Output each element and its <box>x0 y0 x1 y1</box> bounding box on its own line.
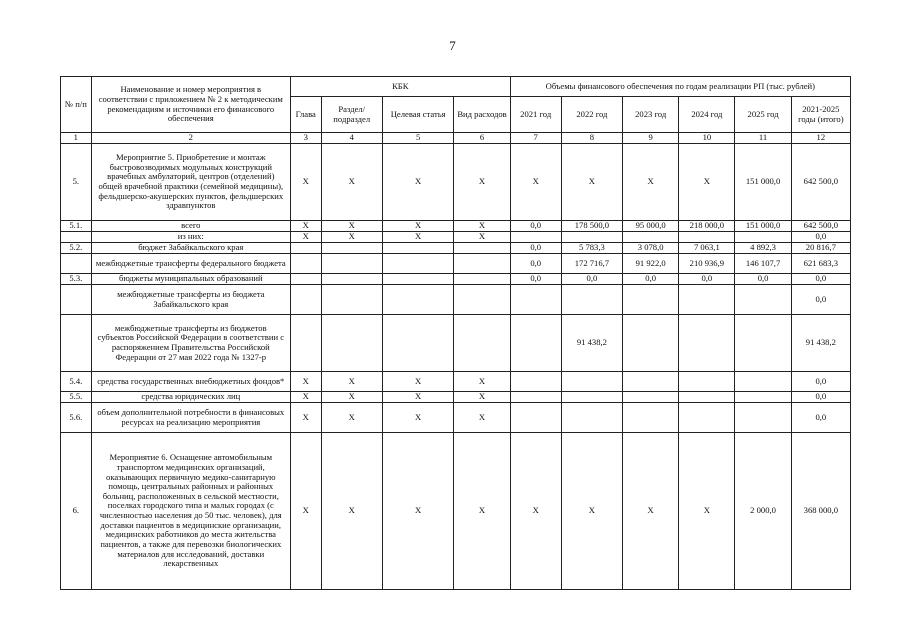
row-value-c11 <box>735 372 791 392</box>
row-value-c9 <box>623 315 679 372</box>
row-value-c5 <box>382 315 454 372</box>
row-value-c5: X <box>382 221 454 232</box>
row-value-c11: 146 107,7 <box>735 254 791 274</box>
row-name: объем дополнительной потребности в финансовых ресурсах на реализацию мероприятия <box>91 403 290 433</box>
row-value-c4: X <box>321 433 382 590</box>
row-value-c9 <box>623 403 679 433</box>
row-value-c6 <box>454 285 510 315</box>
row-value-c6: X <box>454 232 510 243</box>
header-kbk: КБК <box>290 77 510 97</box>
header-volumes: Объемы финансового обеспечения по годам реализации РП (тыс. рублей) <box>510 77 850 97</box>
row-value-c4 <box>321 274 382 285</box>
row-value-c4: X <box>321 372 382 392</box>
table-row <box>61 221 851 232</box>
row-name: бюджет Забайкальского края <box>91 243 290 254</box>
row-value-c10 <box>679 392 735 403</box>
row-value-c4: X <box>321 403 382 433</box>
row-value-c3: X <box>290 403 321 433</box>
financing-table <box>60 76 851 590</box>
row-value-c11: 4 892,3 <box>735 243 791 254</box>
row-value-c3 <box>290 285 321 315</box>
header-2022: 2022 год <box>561 97 622 133</box>
col-number: 10 <box>679 133 735 144</box>
row-value-c7 <box>510 232 561 243</box>
row-value-c5 <box>382 243 454 254</box>
table-row <box>61 144 851 221</box>
row-value-c12: 91 438,2 <box>791 315 850 372</box>
row-value-c3: X <box>290 392 321 403</box>
row-value-c11 <box>735 232 791 243</box>
col-number: 3 <box>290 133 321 144</box>
row-value-c12: 621 683,3 <box>791 254 850 274</box>
row-number: 5. <box>61 144 92 221</box>
table-row <box>61 392 851 403</box>
row-value-c8 <box>561 232 622 243</box>
table-row <box>61 232 851 243</box>
row-name: Мероприятие 5. Приобретение и монтаж быстровозводимых модульных конструкций врачебных амбулаторий, центров (отделений) общей врачебной практики (семейной медицины), фельдшерско-акушерских пунктов, фельдшерских здравпунктов <box>91 144 290 221</box>
row-number: 6. <box>61 433 92 590</box>
header-razdel: Раздел/подраздел <box>321 97 382 133</box>
row-value-c3: X <box>290 232 321 243</box>
row-value-c9: 0,0 <box>623 274 679 285</box>
row-value-c6: X <box>454 403 510 433</box>
row-number <box>61 232 92 243</box>
row-value-c3 <box>290 243 321 254</box>
row-value-c3: X <box>290 144 321 221</box>
row-number: 5.4. <box>61 372 92 392</box>
row-value-c3 <box>290 274 321 285</box>
row-value-c5 <box>382 285 454 315</box>
row-value-c12: 642 500,0 <box>791 221 850 232</box>
row-value-c4 <box>321 243 382 254</box>
row-value-c4: X <box>321 144 382 221</box>
table-row <box>61 254 851 274</box>
row-value-c11: 151 000,0 <box>735 144 791 221</box>
header-num: № п/п <box>61 77 92 133</box>
col-number: 12 <box>791 133 850 144</box>
header-2025: 2025 год <box>735 97 791 133</box>
row-value-c10: 0,0 <box>679 274 735 285</box>
header-row-1 <box>61 77 851 97</box>
row-value-c10 <box>679 285 735 315</box>
row-value-c6: X <box>454 392 510 403</box>
row-number: 5.5. <box>61 392 92 403</box>
row-value-c6: X <box>454 221 510 232</box>
row-value-c10 <box>679 372 735 392</box>
row-value-c10 <box>679 315 735 372</box>
row-value-c6: X <box>454 144 510 221</box>
row-value-c9: X <box>623 144 679 221</box>
row-value-c12: 0,0 <box>791 285 850 315</box>
row-value-c5: X <box>382 232 454 243</box>
table-row <box>61 372 851 392</box>
row-value-c9 <box>623 392 679 403</box>
col-number: 4 <box>321 133 382 144</box>
row-value-c3 <box>290 254 321 274</box>
row-number: 5.6. <box>61 403 92 433</box>
row-number: 5.3. <box>61 274 92 285</box>
row-name: всего <box>91 221 290 232</box>
row-value-c9: 95 000,0 <box>623 221 679 232</box>
row-value-c4: X <box>321 221 382 232</box>
row-value-c8 <box>561 285 622 315</box>
row-value-c4 <box>321 315 382 372</box>
row-value-c7 <box>510 315 561 372</box>
row-value-c7: 0,0 <box>510 274 561 285</box>
row-value-c10 <box>679 232 735 243</box>
row-value-c8: X <box>561 433 622 590</box>
row-value-c11 <box>735 403 791 433</box>
row-value-c8: 172 716,7 <box>561 254 622 274</box>
row-value-c9 <box>623 372 679 392</box>
row-value-c8: 91 438,2 <box>561 315 622 372</box>
header-2023: 2023 год <box>623 97 679 133</box>
row-value-c11 <box>735 315 791 372</box>
row-value-c11: 151 000,0 <box>735 221 791 232</box>
row-value-c10: 7 063,1 <box>679 243 735 254</box>
row-value-c5 <box>382 254 454 274</box>
row-value-c5: X <box>382 144 454 221</box>
table-row <box>61 433 851 590</box>
row-name: средства юридических лиц <box>91 392 290 403</box>
row-value-c8 <box>561 372 622 392</box>
row-value-c10 <box>679 403 735 433</box>
row-value-c11: 2 000,0 <box>735 433 791 590</box>
row-value-c7: 0,0 <box>510 243 561 254</box>
row-value-c12: 642 500,0 <box>791 144 850 221</box>
row-value-c8: 0,0 <box>561 274 622 285</box>
row-name: межбюджетные трансферты федерального бюджета <box>91 254 290 274</box>
row-value-c5: X <box>382 433 454 590</box>
header-glava: Глава <box>290 97 321 133</box>
row-value-c8: 5 783,3 <box>561 243 622 254</box>
row-value-c12: 0,0 <box>791 372 850 392</box>
row-value-c9 <box>623 285 679 315</box>
row-value-c7: 0,0 <box>510 221 561 232</box>
row-value-c11 <box>735 392 791 403</box>
page-number: 7 <box>449 38 456 53</box>
row-value-c5: X <box>382 392 454 403</box>
header-name: Наименование и номер мероприятия в соответствии с приложением № 2 к методическим рекомендациям и источники его финансового обеспечения <box>91 77 290 133</box>
row-value-c5: X <box>382 403 454 433</box>
col-number: 9 <box>623 133 679 144</box>
row-name: межбюджетные трансферты из бюджета Забайкальского края <box>91 285 290 315</box>
row-value-c9: 91 922,0 <box>623 254 679 274</box>
header-2021: 2021 год <box>510 97 561 133</box>
table-row <box>61 243 851 254</box>
header-total: 2021-2025 годы (итого) <box>791 97 850 133</box>
col-number: 8 <box>561 133 622 144</box>
row-value-c10: 210 936,9 <box>679 254 735 274</box>
row-value-c10: 218 000,0 <box>679 221 735 232</box>
row-value-c6: X <box>454 433 510 590</box>
row-value-c9: X <box>623 433 679 590</box>
row-number: 5.2. <box>61 243 92 254</box>
row-name: Мероприятие 6. Оснащение автомобильным транспортом медицинских организаций, оказывающих первичную медико-санитарную помощь, центральных районных и районных больниц, расположенных в сельской местности, поселках городского типа и малых городах (с численностью населения до 50 тыс. человек), для доставки пациентов в медицинские организации, медицинских работников до места жительства пациентов, а также для перевозки биологических материалов для исследований, доставки лекарственных <box>91 433 290 590</box>
row-value-c7: X <box>510 433 561 590</box>
row-name: средства государственных внебюджетных фондов* <box>91 372 290 392</box>
row-value-c6 <box>454 243 510 254</box>
row-value-c7: 0,0 <box>510 254 561 274</box>
row-value-c10: X <box>679 144 735 221</box>
col-number: 6 <box>454 133 510 144</box>
header-vid: Вид расходов <box>454 97 510 133</box>
row-value-c11: 0,0 <box>735 274 791 285</box>
row-value-c6 <box>454 254 510 274</box>
row-value-c7 <box>510 403 561 433</box>
row-value-c12: 0,0 <box>791 232 850 243</box>
row-value-c12: 0,0 <box>791 392 850 403</box>
row-value-c11 <box>735 285 791 315</box>
col-number: 2 <box>91 133 290 144</box>
header-2024: 2024 год <box>679 97 735 133</box>
row-value-c10: X <box>679 433 735 590</box>
row-value-c5: X <box>382 372 454 392</box>
row-value-c5 <box>382 274 454 285</box>
row-value-c4 <box>321 285 382 315</box>
row-name: бюджеты муниципальных образований <box>91 274 290 285</box>
row-value-c3: X <box>290 372 321 392</box>
table-row <box>61 274 851 285</box>
row-value-c7: X <box>510 144 561 221</box>
row-value-c7 <box>510 285 561 315</box>
row-value-c9 <box>623 232 679 243</box>
row-value-c12: 20 816,7 <box>791 243 850 254</box>
table-row <box>61 403 851 433</box>
table-row <box>61 285 851 315</box>
row-value-c6: X <box>454 372 510 392</box>
row-value-c12: 368 000,0 <box>791 433 850 590</box>
col-number: 5 <box>382 133 454 144</box>
row-value-c9: 3 078,0 <box>623 243 679 254</box>
row-number <box>61 285 92 315</box>
row-value-c4 <box>321 254 382 274</box>
col-number: 7 <box>510 133 561 144</box>
table-row <box>61 315 851 372</box>
row-value-c12: 0,0 <box>791 274 850 285</box>
row-value-c3: X <box>290 433 321 590</box>
row-value-c3: X <box>290 221 321 232</box>
row-number: 5.1. <box>61 221 92 232</box>
row-value-c4: X <box>321 392 382 403</box>
col-number: 1 <box>61 133 92 144</box>
row-value-c6 <box>454 315 510 372</box>
row-name: межбюджетные трансферты из бюджетов субъектов Российской Федерации в соответствии с распоряжением Правительства Российской Федерации от 27 мая 2022 года № 1327-р <box>91 315 290 372</box>
row-value-c8: X <box>561 144 622 221</box>
row-number <box>61 254 92 274</box>
row-value-c7 <box>510 392 561 403</box>
row-value-c8 <box>561 392 622 403</box>
col-number: 11 <box>735 133 791 144</box>
row-value-c8 <box>561 403 622 433</box>
row-value-c4: X <box>321 232 382 243</box>
row-number <box>61 315 92 372</box>
row-value-c6 <box>454 274 510 285</box>
row-value-c12: 0,0 <box>791 403 850 433</box>
row-value-c3 <box>290 315 321 372</box>
column-number-row <box>61 133 851 144</box>
row-value-c7 <box>510 372 561 392</box>
header-tselevaya: Целевая статья <box>382 97 454 133</box>
row-value-c8: 178 500,0 <box>561 221 622 232</box>
row-name: из них: <box>91 232 290 243</box>
